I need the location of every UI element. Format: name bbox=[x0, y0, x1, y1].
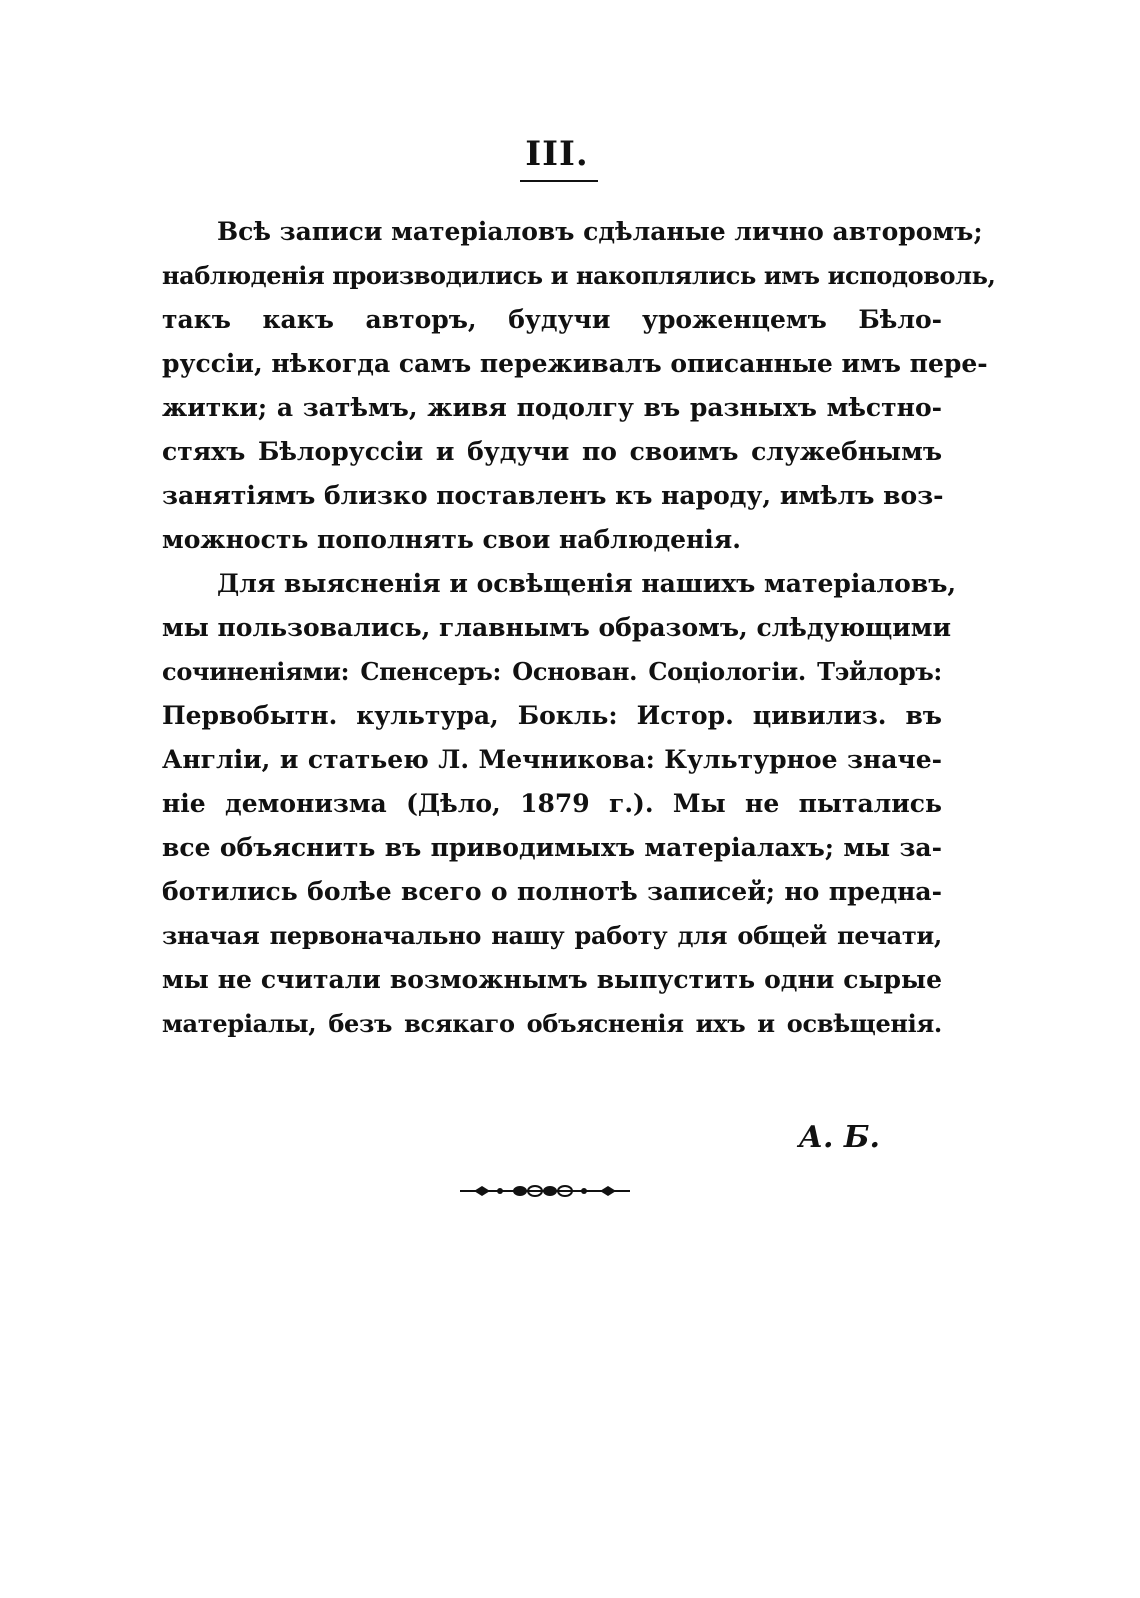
text-line: Для выясненія и освѣщенія нашихъ матеріаловъ, bbox=[217, 569, 957, 598]
text-line: стяхъ Бѣлоруссіи и будучи по своимъ служебнымъ bbox=[162, 437, 942, 466]
text-line: матеріалы, безъ всякаго объясненія ихъ и освѣщенія. bbox=[162, 1009, 942, 1038]
text-line: значая первоначально нашу работу для общей печати, bbox=[162, 921, 942, 950]
text-line: мы не считали возможнымъ выпустить одни сырые bbox=[162, 965, 942, 994]
text-line: наблюденія производились и накоплялись имъ исподоволь, bbox=[162, 261, 996, 290]
text-line: ботились болѣе всего о полнотѣ записей; но предна- bbox=[162, 877, 942, 906]
text-line: такъ какъ авторъ, будучи уроженцемъ Бѣло- bbox=[162, 305, 942, 334]
text-line: Первобытн. культура, Бокль: Истор. цивилиз. въ bbox=[162, 701, 942, 730]
body-text bbox=[162, 210, 996, 1046]
text-line: можность пополнять свои наблюденія. bbox=[162, 525, 741, 554]
text-line: руссіи, нѣкогда самъ переживалъ описанные имъ пере- bbox=[162, 349, 988, 378]
author-initials: А. Б. bbox=[798, 1120, 880, 1155]
page-number-underline bbox=[520, 180, 598, 182]
text-line: житки; а затѣмъ, живя подолгу въ разныхъ мѣстно- bbox=[162, 393, 942, 422]
text-line: Всѣ записи матеріаловъ сдѣланые лично авторомъ; bbox=[217, 217, 983, 246]
page-number: III. bbox=[525, 134, 589, 174]
text-line: мы пользовались, главнымъ образомъ, слѣдующими bbox=[162, 613, 952, 642]
text-line: сочиненіями: Спенсеръ: Основан. Соціологіи. Тэйлоръ: bbox=[162, 657, 942, 686]
text-line: ніе демонизма (Дѣло, 1879 г.). Мы не пытались bbox=[162, 789, 942, 818]
ornament-divider bbox=[460, 1180, 630, 1202]
text-line: Англіи, и статьею Л. Мечникова: Культурное значе- bbox=[162, 745, 942, 774]
text-line: все объяснить въ приводимыхъ матеріалахъ; мы за- bbox=[162, 833, 942, 862]
paragraph-2 bbox=[162, 562, 957, 1046]
text-line: занятіямъ близко поставленъ къ народу, имѣлъ воз- bbox=[162, 481, 944, 510]
paragraph-1 bbox=[162, 210, 996, 562]
